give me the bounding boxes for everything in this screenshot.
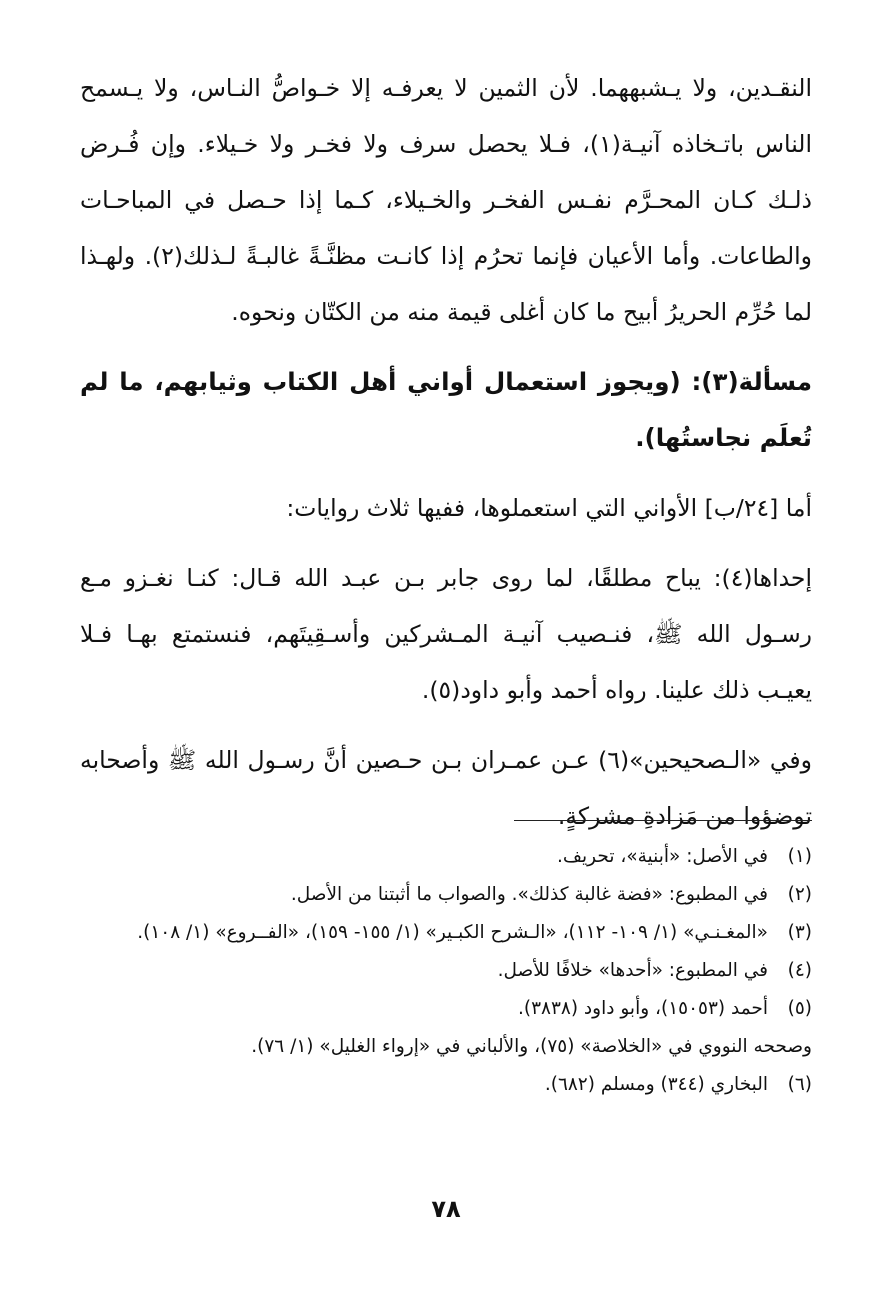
paragraph-1: النقـدين، ولا يـشبههما. لأن الثمين لا يعرفـه إلا خـواصُّ النـاس، ولا يـسمح الناس باتـخاذه آنيـة(١)، فـلا يحصل سرف ولا فخـر ولا خـيلاء. وإن فُـرض ذلـك كـان المحـرَّم نفـس الفخـر والخـيلاء، كـما إذا حـصل في المباحـات والطاعات. وأما الأعيان فإنما تحرُم إذا كانـت مظنَّـةً غالبـةً لـذلك(٢). ولهـذا لما حُرِّم الحريرُ أبيح ما كان أغلى قيمة منه من الكتّان ونحوه. <box>80 74 812 326</box>
footnote-item <box>80 1066 812 1104</box>
footnote-text: في المطبوع: «فضة غالبة كذلك». والصواب ما أثبتنا من الأصل. <box>290 884 768 905</box>
footnote-text: «المغـنـي» (١/ ١٠٩- ١١٢)، «الـشرح الكبـير» (١/ ١٥٥- ١٥٩)، «الفــروع» (١/ ١٠٨). <box>137 922 768 943</box>
paragraph-4: إحداها(٤): يباح مطلقًا، لما روى جابر بـن عبـد الله قـال: كنـا نغـزو مـع رسـول الله ﷺ، فنـصيب آنيـة المـشركين وأسـقِيتَهم، فنستمتع بهـا فـلا يعيـب ذلك علينا. رواه أحمد وأبو داود(٥). <box>80 564 812 704</box>
footnote-number: (١) <box>787 846 812 867</box>
footnote-text: أحمد (١٥٠٥٣)، وأبو داود (٣٨٣٨). <box>517 998 768 1019</box>
paragraph-3: أما [٢٤/ب] الأواني التي استعملوها، ففيها ثلاث روايات: <box>286 494 812 522</box>
footnote-number: (٢) <box>787 884 812 905</box>
footnote-number: (٥) <box>787 998 812 1019</box>
page-number: ٧٨ <box>431 1195 461 1223</box>
paragraph-5: وفي «الـصحيحين»(٦) عـن عمـران بـن حـصين أنَّ رسـول الله ﷺ وأصحابه توضؤوا من مَزادةِ مشركةٍ. <box>80 746 812 830</box>
footnote-number: (٣) <box>787 922 812 943</box>
footnote-item <box>80 990 812 1028</box>
footnotes <box>80 838 812 1104</box>
issue-heading: مسألة(٣): (ويجوز استعمال أواني أهل الكتاب وثيابهم، ما لم تُعلَم نجاستُها). <box>80 367 812 452</box>
footnote-text: وصححه النووي في «الخلاصة» (٧٥)، والألباني في «إرواء الغليل» (١/ ٧٦). <box>251 1036 812 1057</box>
footnote-number: (٤) <box>787 960 812 981</box>
footnote-item <box>80 914 812 952</box>
footnote-text: البخاري (٣٤٤) ومسلم (٦٨٢). <box>544 1074 768 1095</box>
footnote-divider <box>514 820 812 821</box>
footnote-item <box>80 952 812 990</box>
footnote-item <box>80 876 812 914</box>
footnote-text: في الأصل: «أبنية»، تحريف. <box>556 846 768 867</box>
footnote-item <box>80 838 812 876</box>
footnote-continuation <box>80 1028 812 1066</box>
footnote-number: (٦) <box>787 1074 812 1095</box>
footnote-text: في المطبوع: «أحدها» خلافًا للأصل. <box>497 960 768 981</box>
